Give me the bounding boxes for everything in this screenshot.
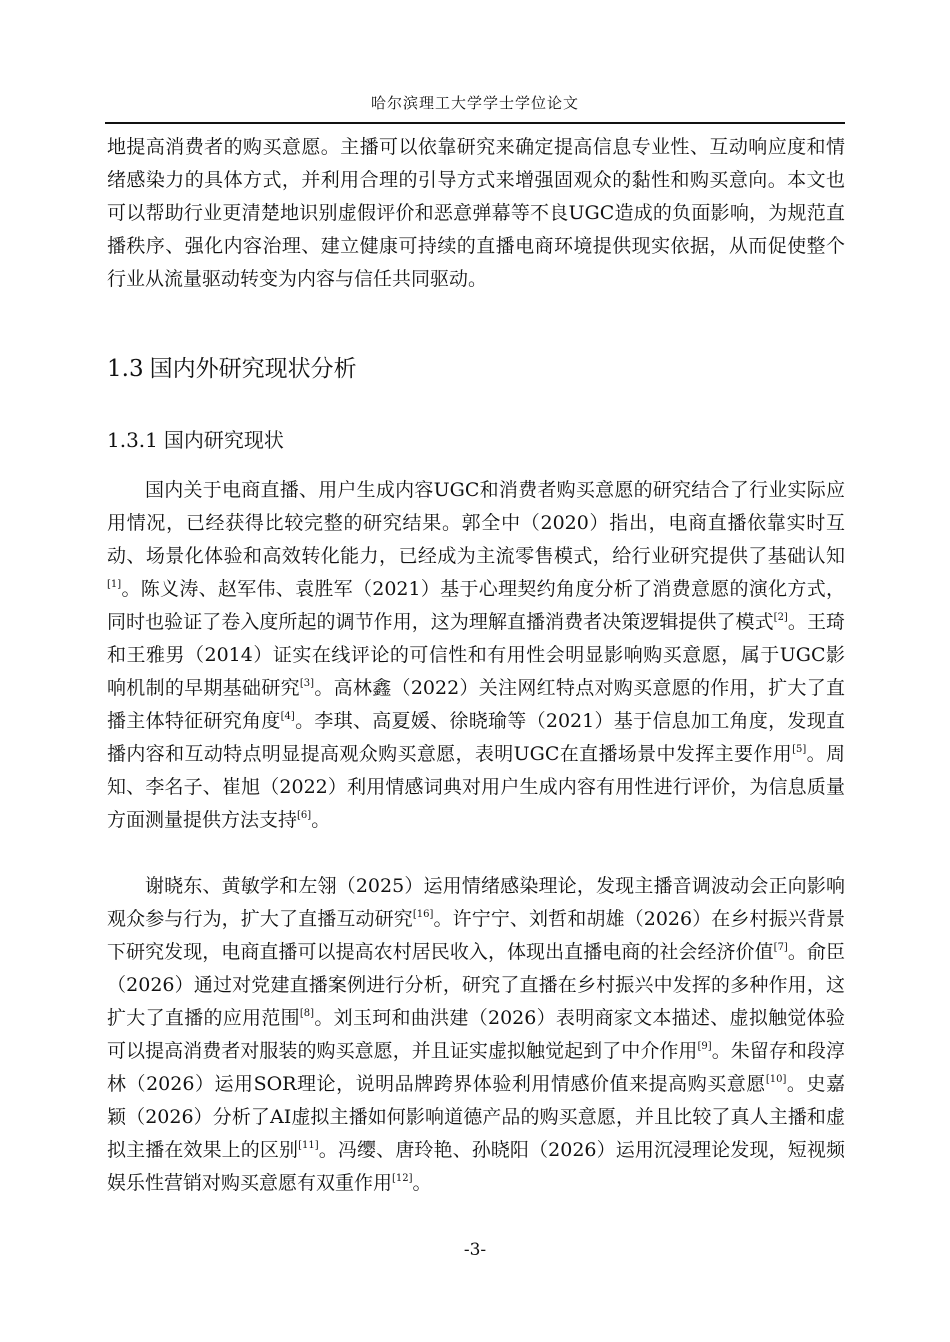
- para2-text: 。刘玉珂和曲洪建（2026）表明商家文本描述、虚拟触觉体验可以提高消费者对服装的购买意愿，并且证实虚拟触觉起到了中介作用: [107, 1007, 845, 1062]
- para1-text: 国内关于电商直播、用户生成内容UGC和消费者购买意愿的研究结合了行业实际应用情况，已经获得比较完整的研究结果。郭全中（2020）指出，电商直播依靠实时互动、场景化体验和高效转化能力，已经成为主流零售模式，给行业研究提供了基础认知: [107, 479, 845, 567]
- section-title: 国内外研究现状分析: [149, 356, 357, 382]
- section-heading: [107, 350, 357, 383]
- para2-text: 。冯缨、唐玲艳、孙晓阳（2026）运用沉浸理论发现，短视频娱乐性营销对购买意愿有双重作用: [107, 1139, 845, 1194]
- citation-ref: [1]: [107, 579, 122, 590]
- section-number: 1.3: [107, 356, 144, 382]
- citation-ref: [3]: [299, 678, 315, 689]
- para2-text: 谢晓东、黄敏学和左翎（2025）运用情绪感染理论，发现主播音调波动会正向影响观众参与行为，扩大了直播互动研究: [107, 875, 845, 930]
- subsection-heading: [107, 424, 284, 453]
- body-paragraph-1: [107, 474, 845, 837]
- citation-ref: [10]: [765, 1074, 787, 1085]
- para2-text: 。许宁宁、刘哲和胡雄（2026）在乡村振兴背景下研究发现，电商直播可以提高农村居民收入，体现出直播电商的社会经济价值: [107, 908, 845, 963]
- para1-text: 。: [311, 809, 331, 831]
- running-header: 哈尔滨理工大学学士学位论文: [370, 94, 579, 112]
- citation-ref: [6]: [297, 810, 312, 821]
- para1-text: 。陈义涛、赵军伟、袁胜军（2021）基于心理契约角度分析了消费意愿的演化方式，同时也验证了卷入度所起的调节作用，这为理解直播消费者决策逻辑提供了模式: [107, 578, 845, 633]
- para2-text: 。俞臣（2026）通过对党建直播案例进行分析，研究了直播在乡村振兴中发挥的多种作用，这扩大了直播的应用范围: [107, 941, 845, 1029]
- para1-text: 。王琦和王雅男（2014）证实在线评论的可信性和有用性会明显影响购买意愿，属于UGC影响机制的早期基础研究: [107, 611, 845, 699]
- citation-ref: [2]: [773, 612, 788, 623]
- citation-ref: [12]: [392, 1173, 413, 1184]
- para1-text: 。周知、李名子、崔旭（2022）利用情感词典对用户生成内容有用性进行评价，为信息质量方面测量提供方法支持: [107, 743, 845, 831]
- header-rule: [105, 122, 845, 124]
- intro-paragraph: 地提高消费者的购买意愿。主播可以依靠研究来确定提高信息专业性、互动响应度和情绪感染力的具体方式，并利用合理的引导方式来增强固观众的黏性和购买意向。本文也可以帮助行业更清楚地识别虚假评价和恶意弹幕等不良UGC造成的负面影响，为规范直播秩序、强化内容治理、建立健康可持续的直播电商环境提供现实依据，从而促使整个行业从流量驱动转变为内容与信任共同驱动。: [107, 136, 845, 290]
- subsection-title: 国内研究现状: [163, 428, 284, 452]
- citation-ref: [11]: [298, 1140, 319, 1151]
- subsection-number: 1.3.1: [107, 428, 158, 452]
- para2-text: 。朱留存和段淳林（2026）运用SOR理论，说明品牌跨界体验利用情感价值来提高购买意愿: [107, 1040, 845, 1095]
- para1-text: 。李琪、高夏媛、徐晓瑜等（2021）基于信息加工角度，发现直播内容和互动特点明显提高观众购买意愿，表明UGC在直播场景中发挥主要作用: [107, 710, 845, 765]
- page-number: -3-: [463, 1240, 487, 1260]
- citation-ref: [5]: [792, 744, 807, 755]
- citation-ref: [7]: [773, 942, 788, 953]
- body-paragraph-2: [107, 870, 845, 1200]
- para1-text: 。高林鑫（2022）关注网红特点对购买意愿的作用，扩大了直播主体特征研究角度: [107, 677, 845, 732]
- citation-ref: [8]: [299, 1008, 315, 1019]
- para2-text: 。史嘉颖（2026）分析了AI虚拟主播如何影响道德产品的购买意愿，并且比较了真人主播和虚拟主播在效果上的区别: [107, 1073, 845, 1161]
- citation-ref: [4]: [280, 711, 295, 722]
- citation-ref: [16]: [412, 909, 434, 920]
- citation-ref: [9]: [697, 1041, 712, 1052]
- para2-text: 。: [412, 1172, 432, 1194]
